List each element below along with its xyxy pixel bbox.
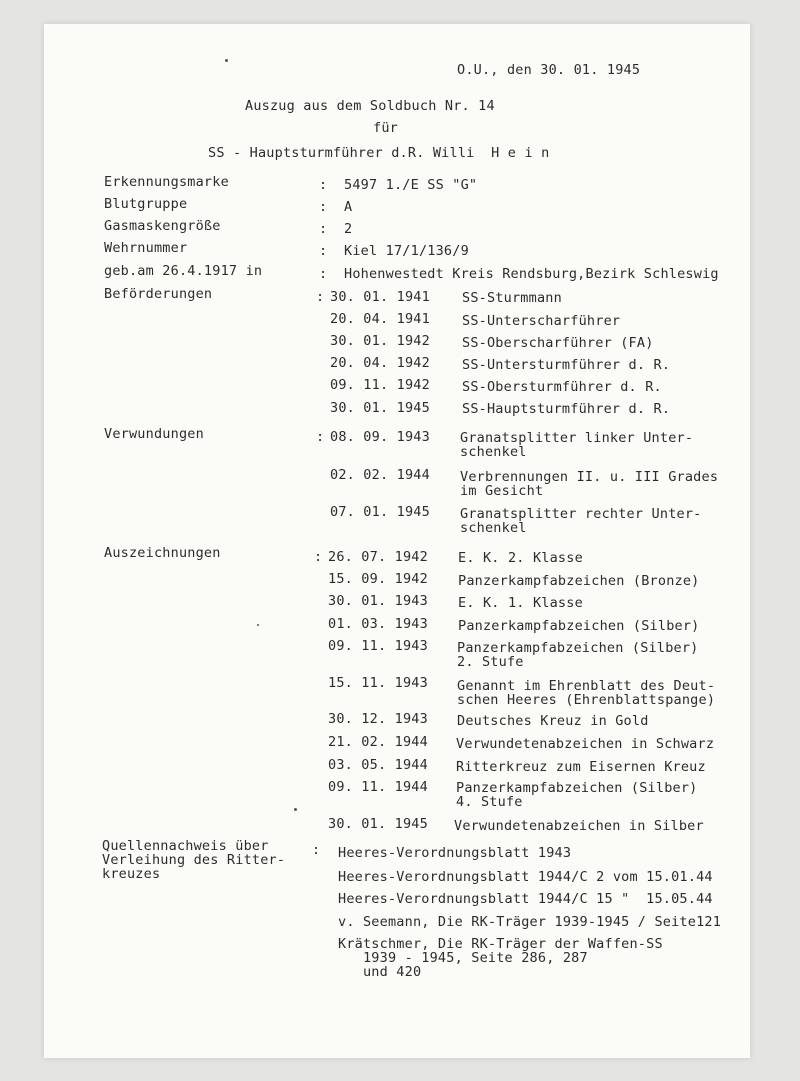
entry-text: SS-Obersturmführer d. R.	[462, 379, 662, 395]
field-label: Wehrnummer	[104, 240, 188, 256]
ink-mark	[225, 59, 228, 62]
field-colon: :	[319, 266, 328, 282]
source-entry: Heeres-Verordnungsblatt 1944/C 15 " 15.05.44	[338, 891, 713, 907]
field-label: geb.am 26.4.1917 in	[104, 263, 263, 279]
entry-date: 15. 09. 1942	[328, 571, 428, 587]
place-date: O.U., den 30. 01. 1945	[457, 62, 641, 78]
field-colon: :	[319, 199, 328, 215]
field-colon: :	[319, 243, 328, 259]
entry-date: 08. 09. 1943	[330, 429, 430, 445]
entry-text: SS-Oberscharführer (FA)	[462, 335, 654, 351]
entry-date: 09. 11. 1944	[328, 779, 428, 795]
entry-text: Verwundetenabzeichen in Silber	[454, 818, 704, 834]
section-label-auszeichnungen: Auszeichnungen	[104, 545, 221, 561]
field-value: Hohenwestedt Kreis Rendsburg,Bezirk Schleswig	[344, 266, 719, 282]
entry-text: Panzerkampfabzeichen (Silber)	[458, 618, 700, 634]
field-colon: :	[319, 221, 328, 237]
field-label: Blutgruppe	[104, 196, 188, 212]
document-title: Auszug aus dem Soldbuch Nr. 14	[245, 98, 495, 114]
entry-date: 20. 04. 1942	[330, 355, 430, 371]
entry-date: 20. 04. 1941	[330, 311, 430, 327]
entry-text: E. K. 1. Klasse	[458, 595, 583, 611]
entry-date: 30. 01. 1945	[330, 400, 430, 416]
entry-text: SS-Untersturmführer d. R.	[462, 357, 671, 373]
source-entry: Heeres-Verordnungsblatt 1944/C 2 vom 15.01.44	[338, 869, 713, 885]
entry-text: SS-Sturmmann	[462, 290, 562, 306]
field-value: A	[344, 199, 353, 215]
entry-text: SS-Unterscharführer	[462, 313, 621, 329]
section-colon: :	[314, 549, 323, 565]
entry-date: 02. 02. 1944	[330, 467, 430, 483]
entry-date: 30. 12. 1943	[328, 711, 428, 727]
title-name: SS - Hauptsturmführer d.R. Willi H e i n	[208, 145, 550, 161]
section-colon: :	[312, 842, 321, 858]
field-value: Kiel 17/1/136/9	[344, 243, 469, 259]
entry-date: 09. 11. 1942	[330, 377, 430, 393]
source-entry: Heeres-Verordnungsblatt 1943	[338, 845, 572, 861]
entry-date: 03. 05. 1944	[328, 757, 428, 773]
entry-date: 30. 01. 1942	[330, 333, 430, 349]
entry-text: Deutsches Kreuz in Gold	[457, 713, 649, 729]
field-colon: :	[319, 177, 328, 193]
entry-date: 09. 11. 1943	[328, 638, 428, 654]
section-colon: :	[316, 289, 325, 305]
entry-date: 21. 02. 1944	[328, 734, 428, 750]
entry-date: 30. 01. 1943	[328, 593, 428, 609]
entry-text: Granatsplitter rechter Unter- schenkel	[460, 506, 702, 536]
entry-text: E. K. 2. Klasse	[458, 550, 583, 566]
entry-text: Panzerkampfabzeichen (Silber) 2. Stufe	[457, 640, 699, 670]
entry-text: SS-Hauptsturmführer d. R.	[462, 401, 671, 417]
entry-text: Genannt im Ehrenblatt des Deut- schen Heeres (Ehrenblattspange)	[457, 678, 716, 708]
section-label-verwundungen: Verwundungen	[104, 426, 204, 442]
section-label-quellen: Quellennachweis über Verleihung des Ritter- kreuzes	[102, 838, 286, 882]
field-value: 5497 1./E SS "G"	[344, 177, 478, 193]
entry-date: 01. 03. 1943	[328, 616, 428, 632]
entry-text: Verwundetenabzeichen in Schwarz	[456, 736, 715, 752]
entry-date: 26. 07. 1942	[328, 549, 428, 565]
title-fuer: für	[373, 120, 398, 136]
entry-text: Verbrennungen II. u. III Grades im Gesicht	[460, 469, 719, 499]
entry-date: 30. 01. 1941	[330, 289, 430, 305]
field-label: Erkennungsmarke	[104, 174, 229, 190]
entry-date: 15. 11. 1943	[328, 675, 428, 691]
ink-mark	[257, 624, 259, 626]
entry-date: 30. 01. 1945	[328, 816, 428, 832]
entry-date: 07. 01. 1945	[330, 504, 430, 520]
document-page	[44, 24, 750, 1058]
entry-text: Panzerkampfabzeichen (Bronze)	[458, 573, 700, 589]
field-label: Gasmaskengröße	[104, 218, 221, 234]
section-colon: :	[316, 429, 325, 445]
entry-text: Panzerkampfabzeichen (Silber) 4. Stufe	[456, 780, 698, 810]
ink-mark	[294, 808, 297, 811]
section-label-befoerderungen: Beförderungen	[104, 286, 213, 302]
entry-text: Ritterkreuz zum Eisernen Kreuz	[456, 759, 706, 775]
source-entry: v. Seemann, Die RK-Träger 1939-1945 / Seite121	[338, 914, 722, 930]
entry-text: Granatsplitter linker Unter- schenkel	[460, 430, 694, 460]
field-value: 2	[344, 221, 353, 237]
source-entry: Krätschmer, Die RK-Träger der Waffen-SS 1939 - 1945, Seite 286, 287 und 420	[338, 936, 663, 980]
